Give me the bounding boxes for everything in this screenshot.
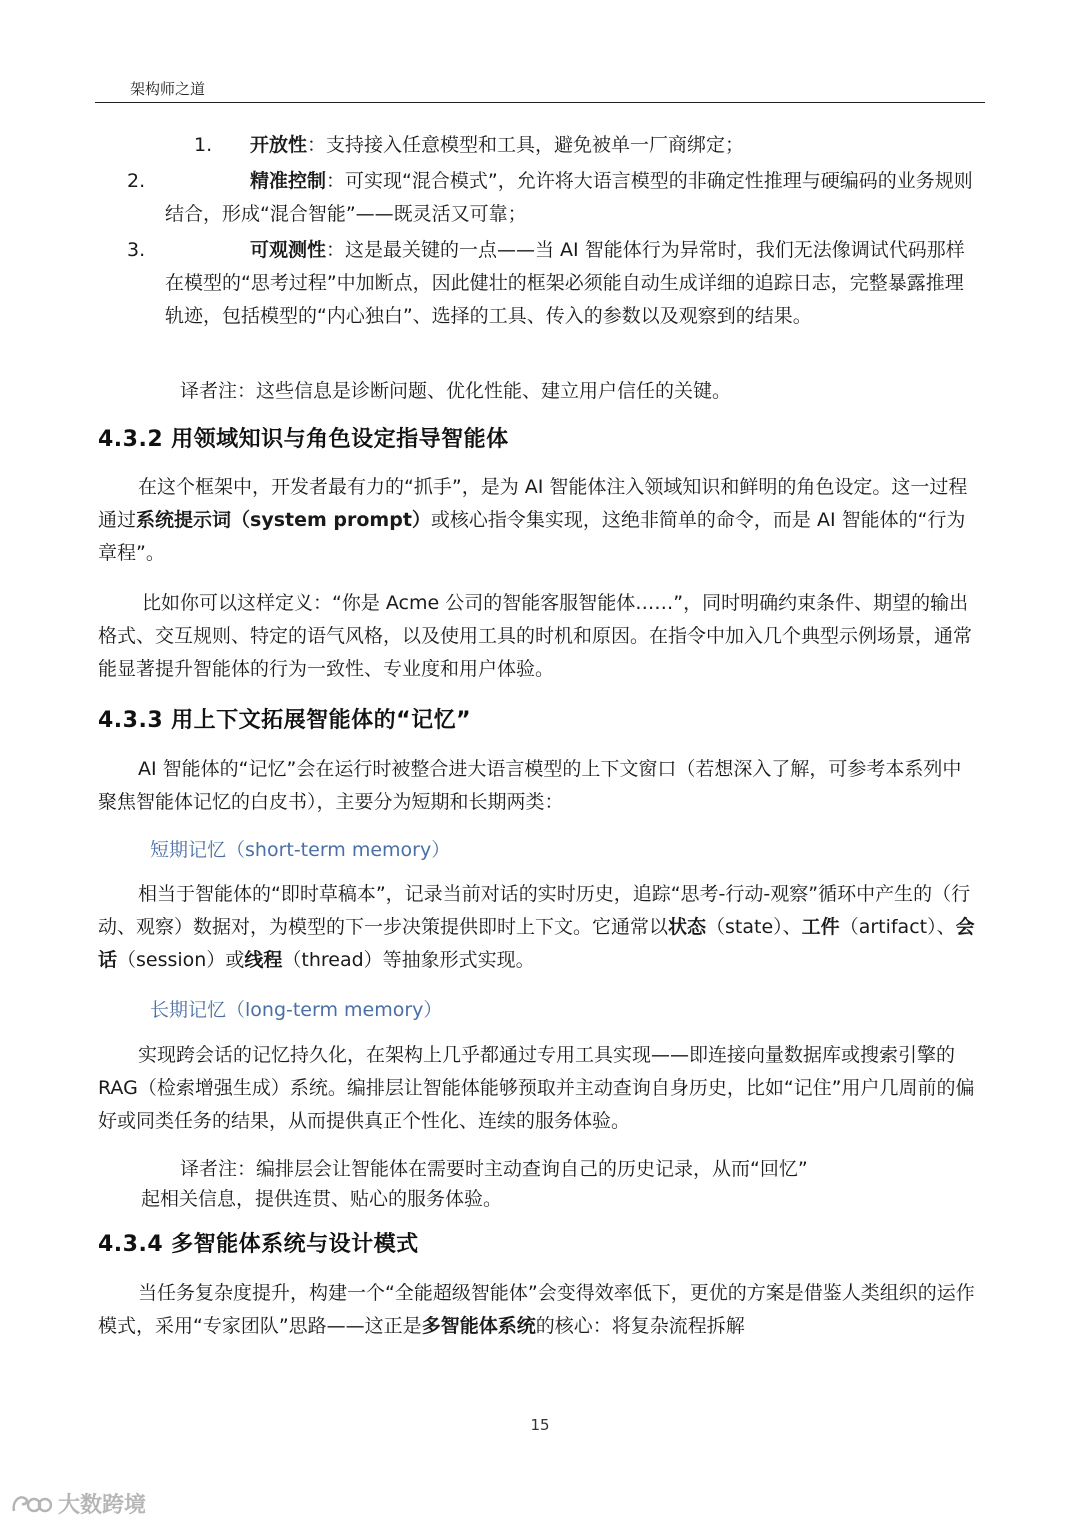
translator-note-line: 起相关信息，提供连贯、贴心的服务体验。 xyxy=(141,1188,503,1210)
section-title: 用领域知识与角色设定指导智能体 xyxy=(171,427,509,452)
paragraph: 实现跨会话的记忆持久化，在架构上几乎都通过专用工具实现——即连接向量数据库或搜索引擎的 RAG（检索增强生成）系统。编排层让智能体能够预取并主动查询自身历史，比如“记住”用户几周前的偏好或同类任务的结果，从而提供真正个性化、连续的服务体验。 xyxy=(98,1044,975,1132)
header-divider xyxy=(95,102,985,103)
list-text: ：这是最关键的一点——当 AI 智能体行为异常时，我们无法像调试代码那样在模型的“思考过程”中加断点，因此健壮的框架必须能自动生成详细的追踪日志，完整暴露推理轨迹，包括模型的“内心独白”、选择的工具、传入的参数以及观察到的结果。 xyxy=(165,239,965,327)
paragraph-text: 的核心：将复杂流程拆解 xyxy=(535,1315,745,1337)
section-number: 4.3.4 xyxy=(98,1232,164,1257)
paragraph-text: （artifact）、 xyxy=(839,916,956,938)
subheading-short-term: 短期记忆（short-term memory） xyxy=(150,839,451,861)
paragraph-text: 相当于智能体的“即时草稿本”，记录当前对话的实时历史，追踪“思考-行动-观察”循环中产生的（行动、观察）数据对，为模型的下一步决策提供即时上下文。它通常以 xyxy=(98,883,971,938)
paragraph: AI 智能体的“记忆”会在运行时被整合进大语言模型的上下文窗口（若想深入了解，可参考本系列中聚焦智能体记忆的白皮书），主要分为短期和长期两类： xyxy=(98,758,962,813)
paragraph-text: 当任务复杂度提升，构建一个“全能超级智能体”会变得效率低下，更优的方案是借鉴人类组织的运作模式，采用“专家团队”思路——这正是 xyxy=(98,1282,975,1337)
list-number: 1. xyxy=(194,134,213,156)
bold-term: 系统提示词（system prompt） xyxy=(136,509,431,531)
bold-term: 会话 xyxy=(98,916,975,971)
list-number: 3. xyxy=(127,239,146,261)
translator-note-line: 译者注：编排层会让智能体在需要时主动查询自己的历史记录，从而“回忆” xyxy=(180,1158,808,1180)
list-item xyxy=(127,165,975,231)
subheading-long-term: 长期记忆（long-term memory） xyxy=(150,999,443,1021)
section-title: 多智能体系统与设计模式 xyxy=(171,1232,419,1257)
list-text: ：可实现“混合模式”，允许将大语言模型的非确定性推理与硬编码的业务规则结合，形成“混合智能”——既灵活又可靠； xyxy=(165,170,973,225)
section-number: 4.3.3 xyxy=(98,708,164,733)
watermark-text: 大数跨境 xyxy=(58,1493,147,1518)
paragraph-text: 或核心指令集实现，这绝非简单的命令，而是 AI 智能体的“行为章程”。 xyxy=(98,509,966,564)
paragraph-text: （thread）等抽象形式实现。 xyxy=(282,949,535,971)
paragraph xyxy=(98,878,978,977)
section-heading-4-3-3 xyxy=(98,703,471,734)
list-label: 精准控制 xyxy=(250,170,327,192)
paragraph xyxy=(98,1277,978,1343)
section-number: 4.3.2 xyxy=(98,427,164,452)
bold-term: 状态 xyxy=(668,916,707,938)
translator-note: 译者注：这些信息是诊断问题、优化性能、建立用户信任的关键。 xyxy=(180,380,732,402)
section-heading-4-3-2 xyxy=(98,422,509,453)
paragraph-text: （state）、 xyxy=(706,916,802,938)
list-text: ：支持接入任意模型和工具，避免被单一厂商绑定； xyxy=(307,134,745,156)
bold-term: 工件 xyxy=(801,916,840,938)
paragraph: 比如你可以这样定义：“你是 Acme 公司的智能客服智能体……”，同时明确约束条件、期望的输出格式、交互规则、特定的语气风格，以及使用工具的时机和原因。在指令中加入几个典型示例场景，通常能显著提升智能体的行为一致性、专业度和用户体验。 xyxy=(98,592,973,680)
section-heading-4-3-4 xyxy=(98,1227,419,1258)
list-item xyxy=(127,234,975,333)
paragraph-text: （session）或 xyxy=(117,949,245,971)
paragraph-text: 在这个框架中，开发者最有力的“抓手”，是为 AI 智能体注入领域知识和鲜明的角色设定。这一过程通过 xyxy=(98,476,968,531)
bold-term: 线程 xyxy=(244,949,283,971)
watermark xyxy=(10,1488,146,1519)
bold-term: 多智能体系统 xyxy=(421,1315,536,1337)
watermark-logo-icon xyxy=(10,1491,52,1517)
section-title: 用上下文拓展智能体的“记忆” xyxy=(171,708,472,733)
list-label: 开放性 xyxy=(250,134,308,156)
list-item xyxy=(98,129,978,162)
list-number: 2. xyxy=(127,170,146,192)
header-title: 架构师之道 xyxy=(130,80,206,98)
paragraph xyxy=(98,471,978,570)
page-number: 15 xyxy=(530,1416,550,1434)
list-label: 可观测性 xyxy=(250,239,327,261)
